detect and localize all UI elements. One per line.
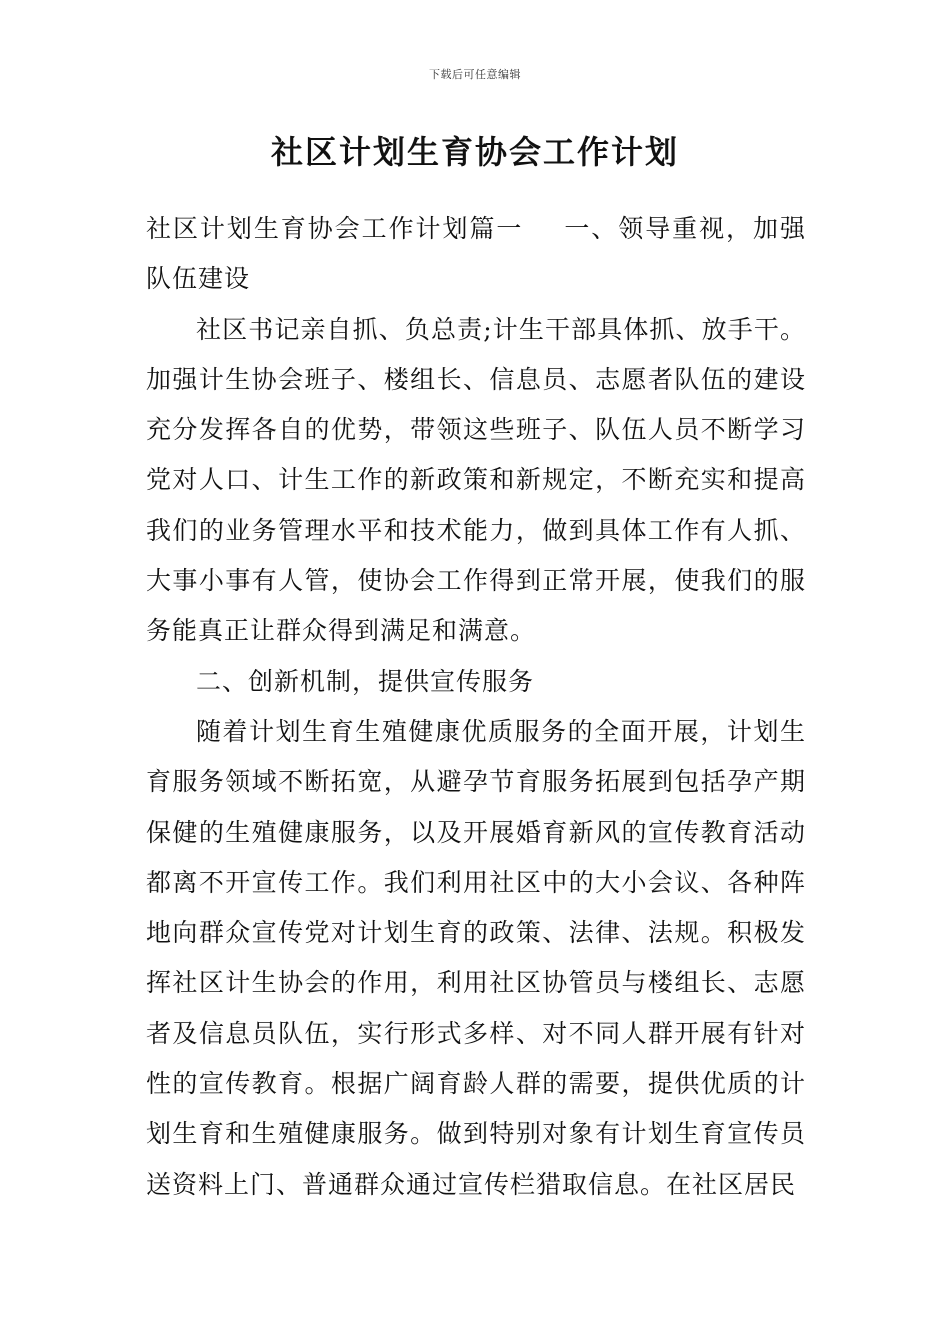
header-note: 下载后可任意编辑 [429, 68, 521, 81]
section-title: 社区计划生育协会工作计划篇一 [146, 214, 524, 243]
intro-line [146, 204, 806, 305]
document-body [146, 204, 806, 1210]
paragraph-2: 随着计划生育生殖健康优质服务的全面开展，计划生育服务领域不断拓宽，从避孕节育服务拓展到包括孕产期保健的生殖健康服务，以及开展婚育新风的宣传教育活动都离不开宣传工作。我们利用社区中的大小会议、各种阵地向群众宣传党对计划生育的政策、法律、法规。积极发挥社区计生协会的作用，利用社区协管员与楼组长、志愿者及信息员队伍，实行形式多样、对不同人群开展有针对性的宣传教育。根据广阔育龄人群的需要，提供优质的计划生育和生殖健康服务。做到特别对象有计划生育宣传员送资料上门、普通群众通过宣传栏猎取信息。在社区居民 [146, 716, 806, 1199]
section-heading-1: 一、领导重视，加强队伍建设 [146, 214, 806, 294]
section-heading-2: 二、创新机制，提供宣传服务 [196, 666, 535, 696]
document-title: 社区计划生育协会工作计划 [270, 133, 679, 171]
paragraph-1: 社区书记亲自抓、负总责;计生干部具体抓、放手干。加强计生协会班子、楼组长、信息员、志愿者队伍的建设充分发挥各自的优势，带领这些班子、队伍人员不断学习党对人口、计生工作的新政策和新规定，不断充实和提高我们的业务管理水平和技术能力，做到具体工作有人抓、大事小事有人管，使协会工作得到正常开展，使我们的服务能真正让群众得到满足和满意。 [146, 314, 806, 646]
